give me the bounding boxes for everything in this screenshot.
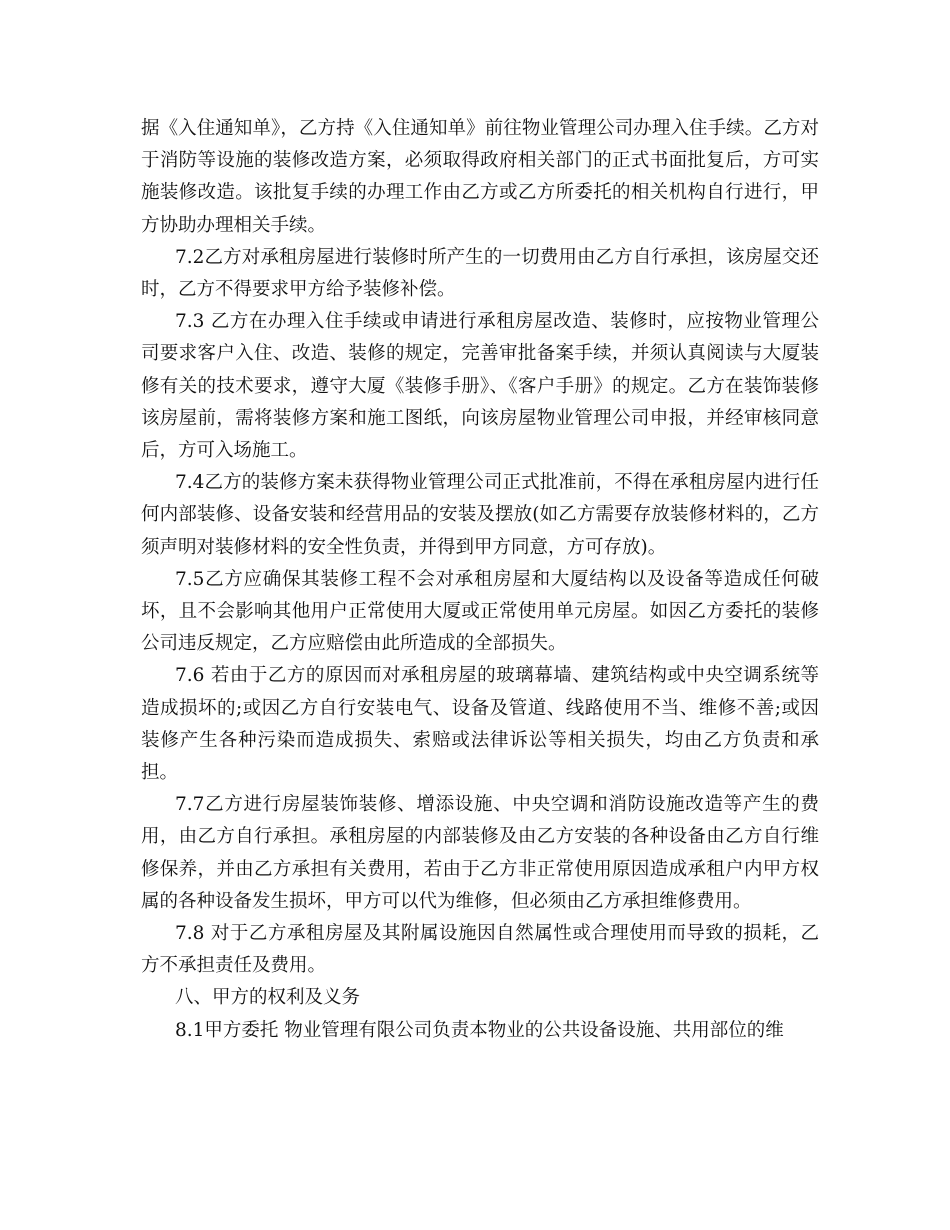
section-heading-8: 八、甲方的权利及义务 xyxy=(175,987,361,1009)
paragraph-8-1: 8.1甲方委托 物业管理有限公司负责本物业的公共设备设施、共用部位的维 xyxy=(175,1019,784,1041)
paragraph-7-2: 7.2乙方对承租房屋进行装修时所产生的一切费用由乙方自行承担，该房屋交还时，乙方不得要求甲方给予装修补偿。 xyxy=(141,246,819,301)
paragraph-7-4: 7.4乙方的装修方案未获得物业管理公司正式批准前，不得在承租房屋内进行任何内部装修、设备安装和经营用品的安装及摆放(如乙方需要存放装修材料的，乙方须声明对装修材料的安全性负责，并得到甲方同意，方可存放)。 xyxy=(141,472,819,558)
paragraph-7-7: 7.7乙方进行房屋装饰装修、增添设施、中央空调和消防设施改造等产生的费用，由乙方自行承担。承租房屋的内部装修及由乙方安装的各种设备由乙方自行维修保养，并由乙方承担有关费用，若由于乙方非正常使用原因造成承租户内甲方权属的各种设备发生损坏，甲方可以代为维修，但必须由乙方承担维修费用。 xyxy=(141,794,819,912)
paragraph-continuation: 据《入住通知单》，乙方持《入住通知单》前往物业管理公司办理入住手续。乙方对于消防等设施的装修改造方案，必须取得政府相关部门的正式书面批复后，方可实施装修改造。该批复手续的办理工作由乙方或乙方所委托的相关机构自行进行，甲方协助办理相关手续。 xyxy=(141,118,819,236)
paragraph-7-5: 7.5乙方应确保其装修工程不会对承租房屋和大厦结构以及设备等造成任何破坏，且不会影响其他用户正常使用大厦或正常使用单元房屋。如因乙方委托的装修公司违反规定，乙方应赔偿由此所造成的全部损失。 xyxy=(141,568,819,655)
paragraph-7-6: 7.6 若由于乙方的原因而对承租房屋的玻璃幕墙、建筑结构或中央空调系统等造成损坏的;或因乙方自行安装电气、设备及管道、线路使用不当、维修不善;或因装修产生各种污染而造成损失、索赔或法律诉讼等相关损失，均由乙方负责和承担。 xyxy=(141,665,819,784)
paragraph-7-8: 7.8 对于乙方承租房屋及其附属设施因自然属性或合理使用而导致的损耗，乙方不承担责任及费用。 xyxy=(141,923,819,977)
paragraph-7-3: 7.3 乙方在办理入住手续或申请进行承租房屋改造、装修时，应按物业管理公司要求客户入住、改造、装修的规定，完善审批备案手续，并须认真阅读与大厦装修有关的技术要求，遵守大厦《装修手册》、《客户手册》的规定。乙方在装饰装修该房屋前，需将装修方案和施工图纸，向该房屋物业管理公司申报，并经审核同意后，方可入场施工。 xyxy=(141,311,819,462)
document-body xyxy=(141,113,819,1047)
